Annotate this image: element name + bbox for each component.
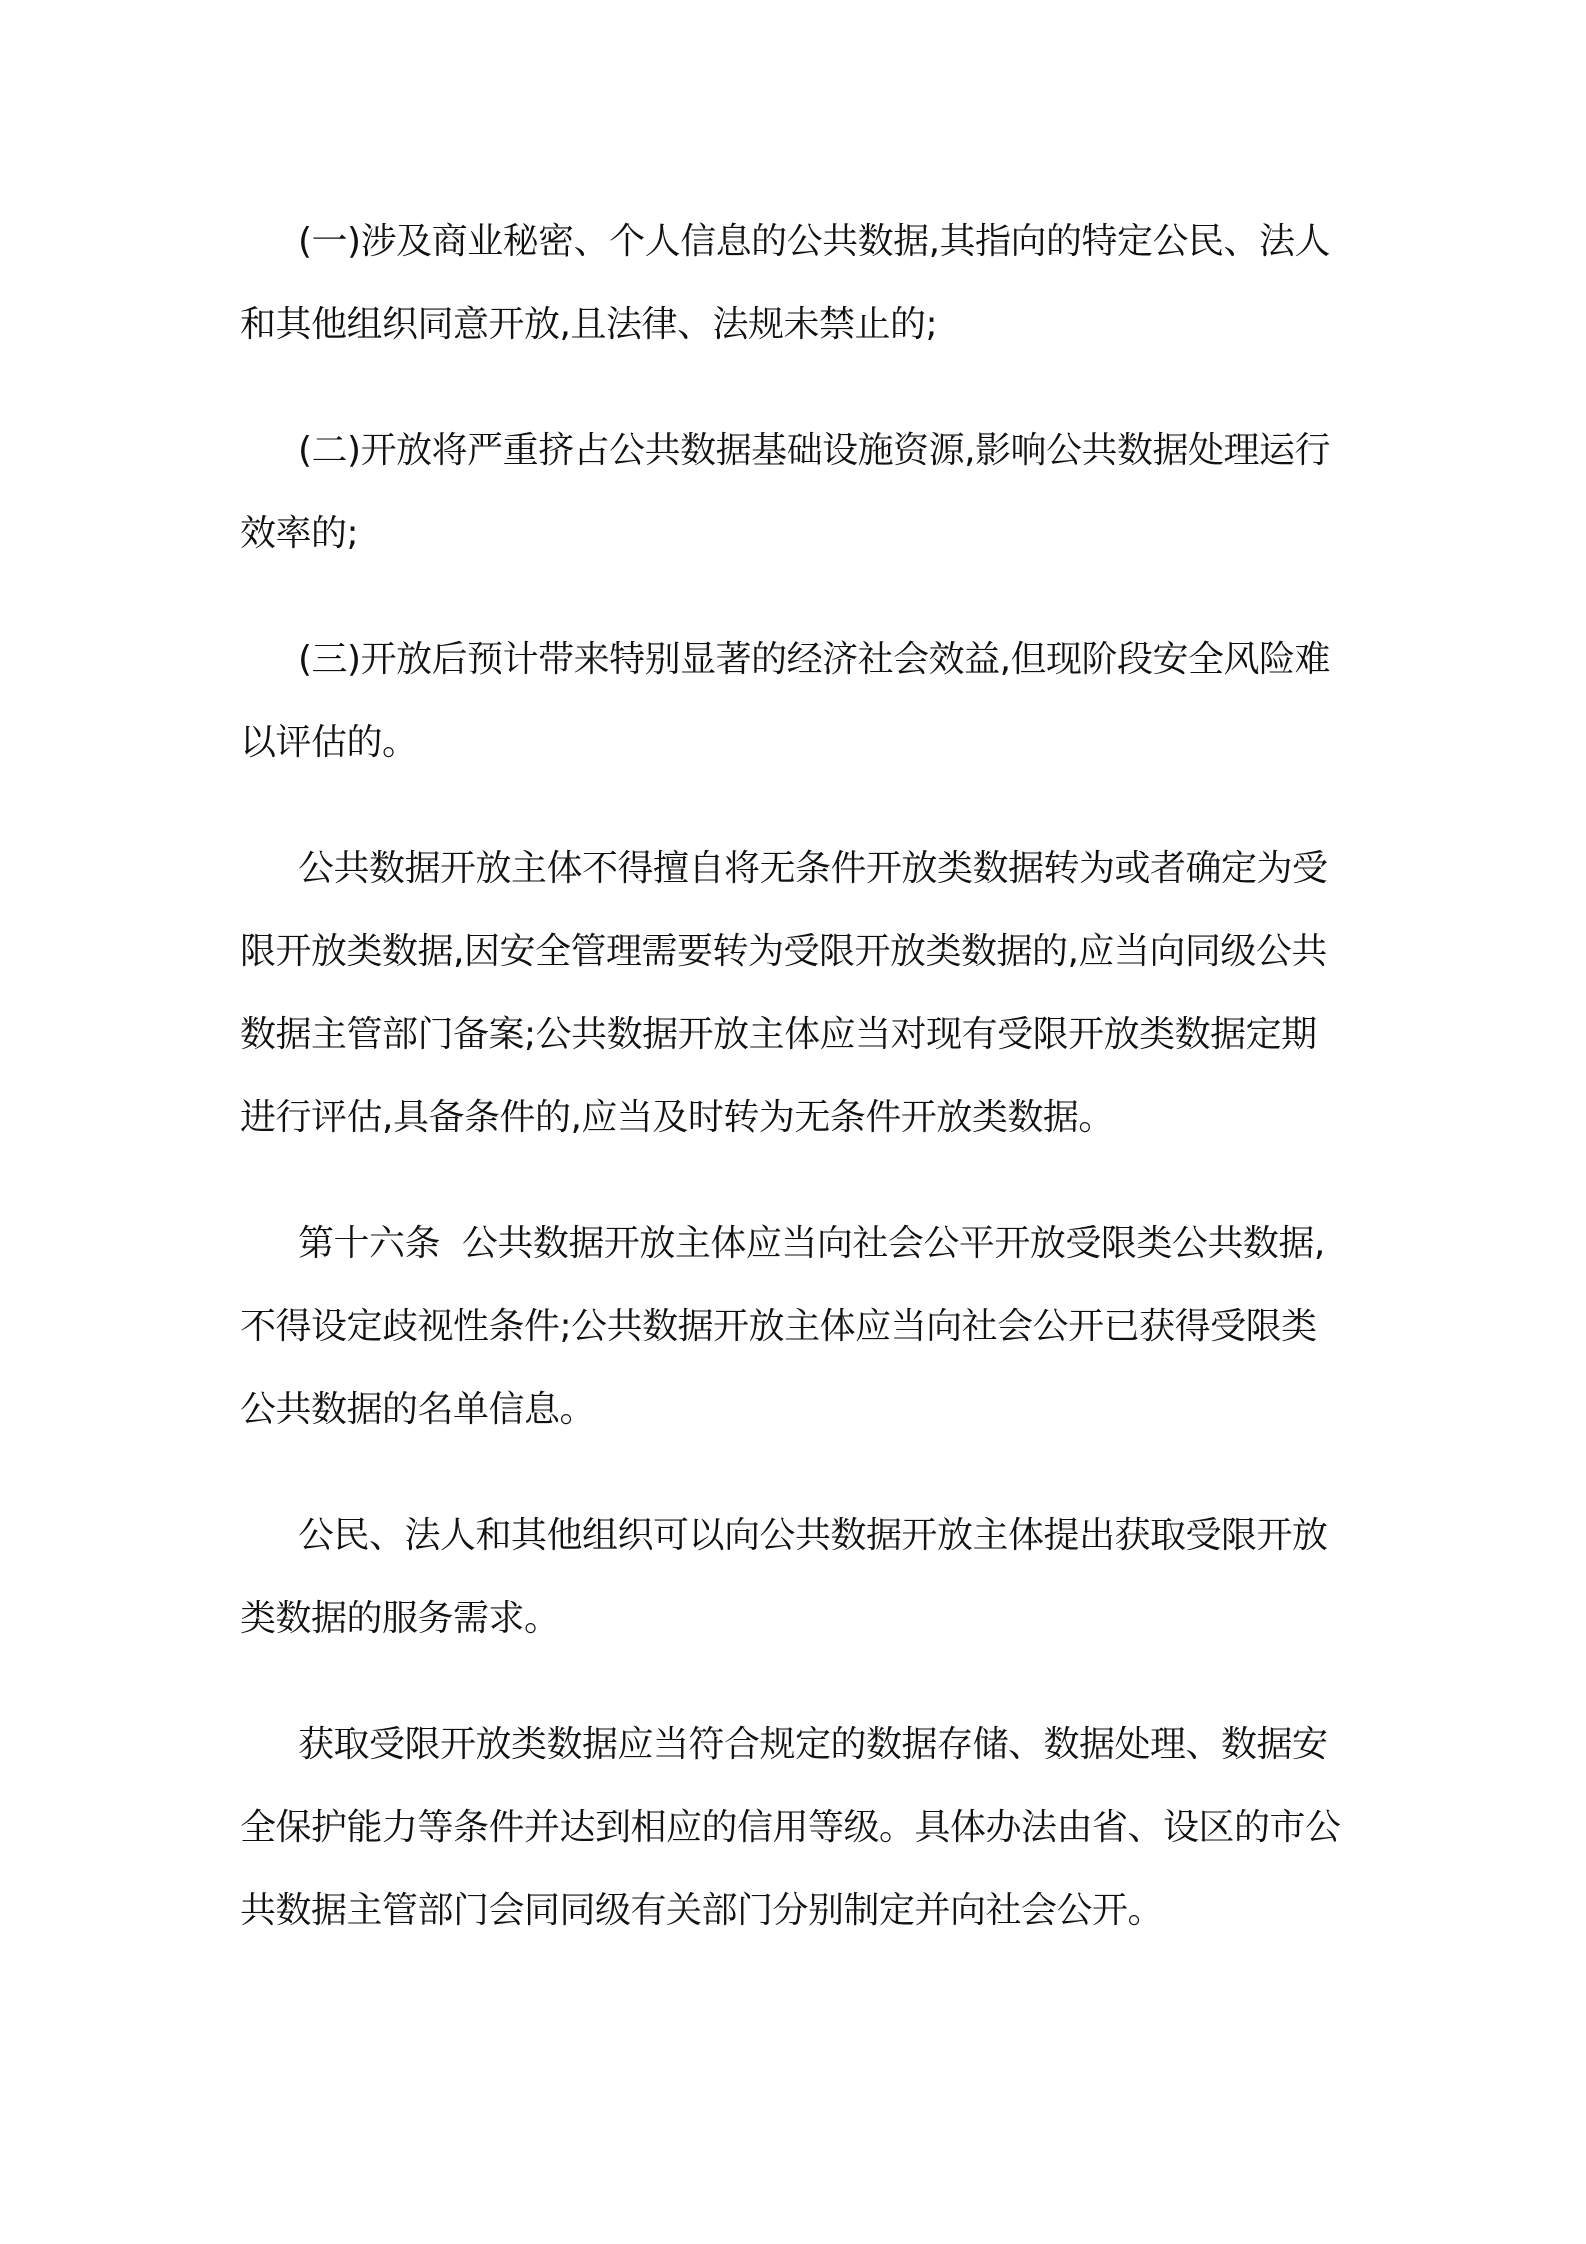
paragraph-line: (二)开放将严重挤占公共数据基础设施资源,影响公共数据处理运行 — [298, 430, 1331, 471]
paragraph-1 — [240, 200, 1350, 366]
paragraph-line: 和其他组织同意开放,且法律、法规未禁止的; — [240, 304, 938, 345]
paragraph-line: (三)开放后预计带来特别显著的经济社会效益,但现阶段安全风险难 — [298, 639, 1331, 680]
paragraph-line: 不得设定歧视性条件;公共数据开放主体应当向社会公开已获得受限类 — [240, 1306, 1317, 1347]
paragraph-3 — [240, 618, 1350, 784]
document-body — [240, 200, 1350, 1995]
paragraph-4 — [240, 827, 1350, 1159]
paragraph-line: 公共数据的名单信息。 — [240, 1389, 596, 1430]
paragraph-line: 数据主管部门备案;公共数据开放主体应当对现有受限开放类数据定期 — [240, 1014, 1317, 1055]
paragraph-line: 进行评估,具备条件的,应当及时转为无条件开放类数据。 — [240, 1097, 1114, 1138]
paragraph-line: 效率的; — [240, 513, 359, 554]
paragraph-line: 公民、法人和其他组织可以向公共数据开放主体提出获取受限开放 — [298, 1515, 1328, 1556]
paragraph-line: 全保护能力等条件并达到相应的信用等级。具体办法由省、设区的市公 — [240, 1807, 1341, 1848]
paragraph-7 — [240, 1703, 1350, 1952]
paragraph-line: 限开放类数据,因安全管理需要转为受限开放类数据的,应当向同级公共 — [240, 931, 1327, 972]
paragraph-line: 共数据主管部门会同同级有关部门分别制定并向社会公开。 — [240, 1890, 1164, 1931]
paragraph-line: (一)涉及商业秘密、个人信息的公共数据,其指向的特定公民、法人 — [298, 221, 1331, 262]
paragraph-5-article-16 — [240, 1202, 1350, 1451]
paragraph-2 — [240, 409, 1350, 575]
paragraph-line: 获取受限开放类数据应当符合规定的数据存储、数据处理、数据安 — [298, 1724, 1328, 1765]
paragraph-line: 以评估的。 — [240, 722, 418, 763]
paragraph-6 — [240, 1494, 1350, 1660]
paragraph-line: 类数据的服务需求。 — [240, 1598, 560, 1639]
paragraph-line: 第十六条 公共数据开放主体应当向社会公平开放受限类公共数据, — [298, 1223, 1325, 1264]
paragraph-line: 公共数据开放主体不得擅自将无条件开放类数据转为或者确定为受 — [298, 848, 1328, 889]
